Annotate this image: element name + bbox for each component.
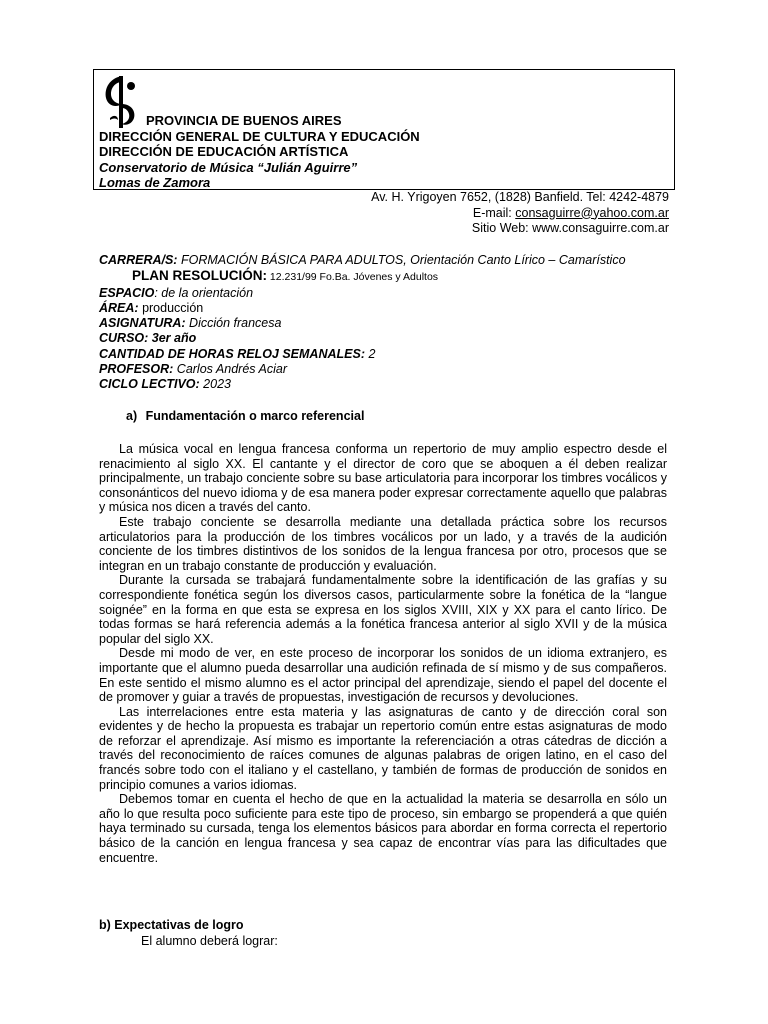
contact-email-line [371, 206, 669, 222]
meta-ciclo-label: CICLO LECTIVO: [99, 377, 200, 392]
meta-area-value: producción [138, 300, 204, 315]
paragraph: Este trabajo conciente se desarrolla mediante una detallada práctica sobre los recursos articulatorios para la producción de los timbres vocálicos por un lado, y a través de la audición conciente de los timbres distintivos de los sonidos de la lengua francesa por otro, procesos que se integran en un trabajo constante de producción y evaluación. [99, 514, 667, 573]
meta-espacio-value: : de la orientación [154, 285, 254, 300]
body-text [99, 442, 667, 865]
meta-carrera-value: FORMACIÓN BÁSICA PARA ADULTOS, Orientación Canto Lírico – Camarístico [177, 253, 626, 267]
meta-horas [99, 347, 679, 362]
contact-email-label: E-mail: [472, 205, 516, 220]
meta-carrera [99, 253, 679, 268]
meta-espacio-label: ESPACIO [99, 285, 155, 300]
meta-asignatura-value: Dicción francesa [185, 316, 282, 331]
header-direccion-artistica: DIRECCIÓN DE EDUCACIÓN ARTÍSTICA [99, 144, 349, 159]
header-city: Lomas de Zamora [99, 175, 211, 190]
meta-area-label: ÁREA: [99, 300, 139, 315]
meta-carrera-label: CARRERA/S: [99, 253, 178, 267]
meta-profesor-value: Carlos Andrés Aciar [173, 362, 288, 377]
section-a-title: Fundamentación o marco referencial [145, 409, 365, 423]
meta-plan [99, 268, 679, 285]
header-text [99, 113, 420, 191]
meta-horas-label: CANTIDAD DE HORAS RELOJ SEMANALES: [99, 346, 365, 361]
meta-espacio [99, 286, 679, 301]
header-direccion-general: DIRECCIÓN GENERAL DE CULTURA Y EDUCACIÓN [99, 128, 420, 144]
paragraph: Durante la cursada se trabajará fundamentalmente sobre la identificación de las grafías y su correspondiente fonética según los diversos casos, particularmente sobre la fonética de la “langue soignée” en la forma en que esta se expresa en los siglos XVIII, XIX y XX para el canto lírico. De todas formas se hará referencia además a la fonética francesa anterior al siglo XVII y de la música popular del siglo XX. [99, 573, 667, 646]
meta-asignatura [99, 316, 679, 331]
meta-curso [99, 331, 679, 346]
contact-block [371, 190, 669, 237]
meta-curso-label: CURSO: 3er año [99, 331, 197, 346]
course-metadata [99, 253, 679, 393]
meta-profesor-label: PROFESOR: [99, 362, 174, 377]
paragraph: La música vocal en lengua francesa conforma un repertorio de muy amplio espectro desde el renacimiento al siglo XX. El cantante y el director de coro que se aboquen a él deben realizar principalmente, un trabajo conciente sobre su base articulatoria para incorporar los timbres vocálicos y consonánticos del nuevo idioma y de esa manera poder expresar correctamente aquello que palabras y música nos dicen a través del canto. [99, 442, 667, 515]
meta-ciclo [99, 377, 679, 392]
header-province: PROVINCIA DE BUENOS AIRES [146, 113, 342, 128]
header-conservatorio: Conservatorio de Música “Julián Aguirre” [99, 159, 358, 175]
section-b-heading: b) Expectativas de logro [99, 918, 244, 932]
meta-plan-label: PLAN RESOLUCIÓN: [132, 268, 267, 284]
contact-web: Sitio Web: www.consaguirre.com.ar [471, 221, 669, 235]
section-b-intro: El alumno deberá lograr: [141, 934, 278, 948]
meta-horas-value: 2 [365, 346, 376, 361]
contact-email-link[interactable]: consaguirre@yahoo.com.ar [515, 205, 669, 220]
paragraph: Las interrelaciones entre esta materia y las asignaturas de canto y de dirección coral son evidentes y de hecho la propuesta es trabajar un repertorio común entre estas asignaturas de modo de reforzar el aprendizaje. Así mismo es importante la referenciación a otras cátedras de dicción a través del reconocimiento de raíces comunes de algunas palabras de origen latino, en el caso del francés sobre todo con el italiano y el castellano, y también de formas de producción de sonidos en principio comunes a varios idiomas. [99, 704, 667, 792]
meta-plan-value: 12.231/99 Fo.Ba. Jóvenes y Adultos [267, 271, 439, 284]
paragraph: Debemos tomar en cuenta el hecho de que en la actualidad la materia se desarrolla en sólo un año lo que resulta poco suficiente para este tipo de proceso, sin embargo se propenderá a que quién haya terminado su cursada, tenga los elementos básicos para abordar en forma correcta el repertorio básico de la canción en lengua francesa y sea capaz de encontrar vías para las dificultades que encuentre. [99, 792, 667, 865]
meta-area [99, 301, 679, 316]
section-a-label: a) [126, 409, 138, 423]
contact-address: Av. H. Yrigoyen 7652, (1828) Banfield. Tel: 4242-4879 [371, 190, 669, 204]
meta-profesor [99, 362, 679, 377]
paragraph: Desde mi modo de ver, en este proceso de incorporar los sonidos de un idioma extranjero, es importante que el alumno pueda desarrollar una audición refinada de sí mismo y de sus compañeros. En este sentido el mismo alumno es el actor principal del aprendizaje, siendo el papel del docente el de promover y guiar a través de propuestas, investigación de recursos y devoluciones. [99, 646, 667, 705]
meta-ciclo-value: 2023 [199, 377, 231, 392]
meta-asignatura-label: ASIGNATURA: [99, 316, 186, 331]
section-a-heading [126, 409, 364, 423]
